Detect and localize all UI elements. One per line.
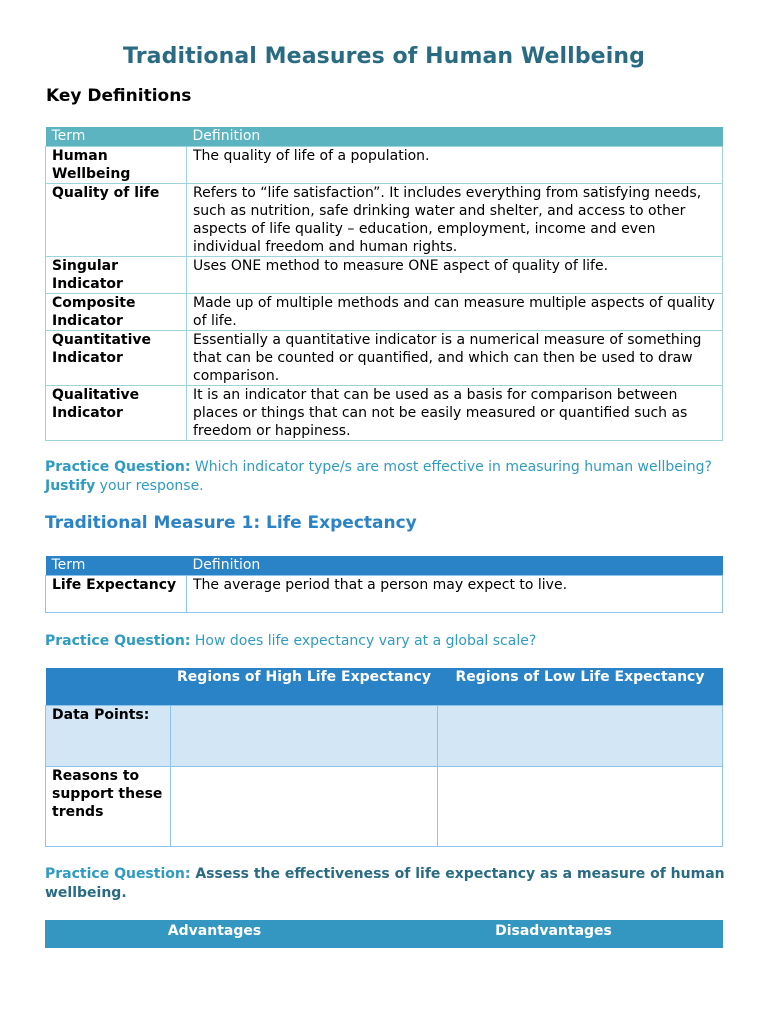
table-row: [46, 331, 723, 386]
table-row: [46, 767, 723, 847]
definition-cell: Essentially a quantitative indicator is a numerical measure of something that can be counted or quantified, and which can then be used to draw comparison.: [187, 331, 723, 386]
definition-cell: The quality of life of a population.: [187, 147, 723, 184]
blank-header: [46, 668, 171, 706]
practice-question-label: Practice Question:: [45, 459, 191, 475]
regions-table: [45, 668, 723, 847]
table-header-row: [45, 920, 723, 948]
practice-question-label: Practice Question:: [45, 633, 191, 649]
table-row: [46, 576, 723, 613]
practice-question-text: Assess the effectiveness of life expectancy as a measure of human wellbeing.: [45, 866, 725, 901]
practice-question-emphasis: Justify: [45, 478, 96, 494]
measure-1-heading: Traditional Measure 1: Life Expectancy: [45, 513, 417, 533]
practice-question-2: [45, 632, 725, 651]
term-cell: Qualitative Indicator: [46, 386, 187, 441]
table-header-row: [46, 668, 723, 706]
life-expectancy-definition-table: [45, 556, 723, 613]
term-cell: Life Expectancy: [46, 576, 187, 613]
practice-question-1: [45, 458, 725, 496]
definition-cell: Refers to “life satisfaction”. It includes everything from satisfying needs, such as nutrition, safe drinking water and shelter, and access to other aspects of life quality – education, employment, income and even individual freedom and human rights.: [187, 184, 723, 257]
table-header-row: [46, 556, 723, 576]
key-definitions-table: [45, 127, 723, 441]
practice-question-text-end: your response.: [95, 478, 204, 494]
disadvantages-header: Disadvantages: [384, 920, 723, 948]
high-reasons-cell[interactable]: [171, 767, 438, 847]
table-row: [46, 257, 723, 294]
advantages-table: [45, 920, 723, 948]
key-definitions-heading: Key Definitions: [46, 86, 192, 106]
term-cell: Quantitative Indicator: [46, 331, 187, 386]
term-cell: Composite Indicator: [46, 294, 187, 331]
term-cell: Singular Indicator: [46, 257, 187, 294]
definition-cell: The average period that a person may expect to live.: [187, 576, 723, 613]
table-row: [46, 386, 723, 441]
high-life-expectancy-header: Regions of High Life Expectancy: [171, 668, 438, 706]
low-data-cell[interactable]: [438, 706, 723, 767]
definition-cell: Made up of multiple methods and can measure multiple aspects of quality of life.: [187, 294, 723, 331]
practice-question-label: Practice Question:: [45, 866, 191, 882]
high-data-cell[interactable]: [171, 706, 438, 767]
low-life-expectancy-header: Regions of Low Life Expectancy: [438, 668, 723, 706]
table-row: [46, 184, 723, 257]
table-row: [46, 706, 723, 767]
table-row: [46, 294, 723, 331]
table-row: [46, 147, 723, 184]
term-header: Term: [46, 556, 187, 576]
row-label: Data Points:: [46, 706, 171, 767]
definition-cell: It is an indicator that can be used as a basis for comparison between places or things that can not be easily measured or quantified such as freedom or happiness.: [187, 386, 723, 441]
definition-cell: Uses ONE method to measure ONE aspect of quality of life.: [187, 257, 723, 294]
advantages-header: Advantages: [45, 920, 384, 948]
definition-header: Definition: [187, 556, 723, 576]
practice-question-3: [45, 865, 725, 903]
practice-question-text: How does life expectancy vary at a global scale?: [190, 633, 537, 649]
page-title: Traditional Measures of Human Wellbeing: [123, 44, 645, 69]
table-header-row: [46, 127, 723, 147]
term-cell: Quality of life: [46, 184, 187, 257]
term-header: Term: [46, 127, 187, 147]
definition-header: Definition: [187, 127, 723, 147]
practice-question-text: Which indicator type/s are most effective in measuring human wellbeing?: [190, 459, 712, 475]
term-cell: Human Wellbeing: [46, 147, 187, 184]
row-label: Reasons to support these trends: [46, 767, 171, 847]
low-reasons-cell[interactable]: [438, 767, 723, 847]
